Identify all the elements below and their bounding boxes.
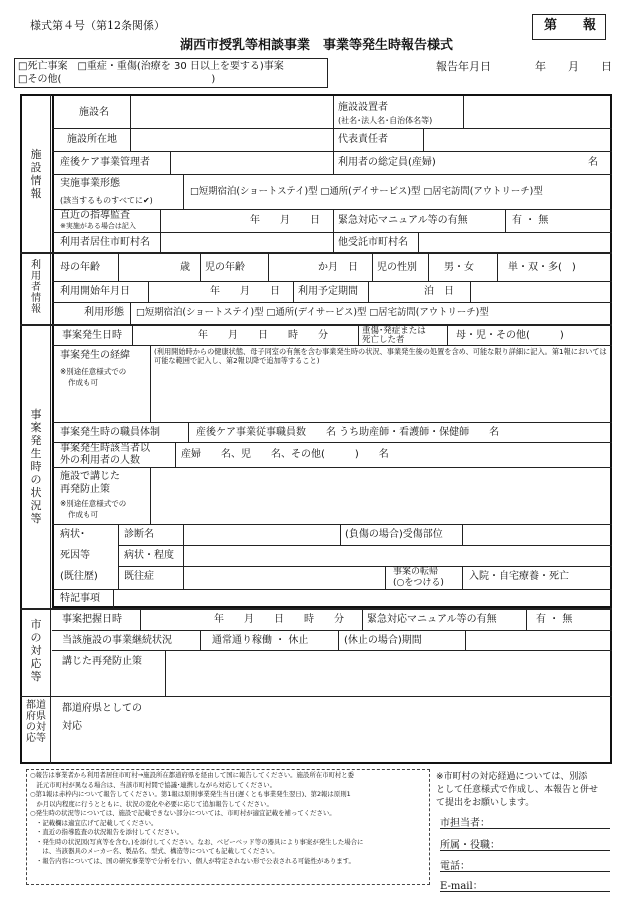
contact-note-3: て提出をお願いします。 bbox=[436, 798, 535, 808]
suspension-label: (休止の場合)期間 bbox=[344, 635, 422, 646]
staff-label: 事案発生時の職員体制 bbox=[60, 427, 160, 438]
event-type-line-2: □その他( ) bbox=[18, 74, 216, 85]
other-city-label: 他受託市町村名 bbox=[338, 237, 408, 248]
event-type-line-1: □死亡事案 □重症・重傷(治療を 30 日以上を要する)事案 bbox=[18, 61, 284, 72]
illness-label-1: 病状･ bbox=[60, 529, 85, 540]
manager-label: 産後ケア事業管理者 bbox=[60, 157, 150, 168]
contact-person-field[interactable] bbox=[440, 814, 610, 829]
section-prefecture-label: 都道府県の対応等 bbox=[26, 700, 46, 744]
process-note-1: ※別途任意様式での bbox=[60, 367, 127, 376]
grasp-date-value[interactable]: 年 月 日 時 分 bbox=[214, 614, 344, 625]
process-label: 事案発生の経緯 bbox=[60, 350, 130, 361]
outcome-label-2: (○をつける) bbox=[393, 578, 444, 588]
continuity-label: 当該施設の事業継続状況 bbox=[62, 635, 172, 646]
diagnosis-label: 診断名 bbox=[124, 529, 154, 540]
illness-label-2: 死因等 bbox=[60, 550, 90, 561]
victim-label-1: 重傷･発症または bbox=[362, 326, 426, 336]
establisher-label: 施設設置者 bbox=[338, 102, 388, 113]
report-date: 報告年月日 年 月 日 bbox=[436, 60, 612, 73]
contact-email-field[interactable] bbox=[440, 877, 610, 892]
victim-value[interactable]: 母・児・その他( ) bbox=[456, 330, 564, 341]
prefecture-label-2: 対応 bbox=[62, 721, 82, 732]
note-line: ・報告内容については、国の研究事業等で分析を行い、個人が特定されない形で公表される可能性があります。 bbox=[36, 856, 355, 865]
contact-phone-field[interactable] bbox=[440, 857, 610, 872]
facility-address-label: 施設所在地 bbox=[67, 134, 117, 145]
manual-value[interactable]: 有 ・ 無 bbox=[512, 215, 549, 226]
contact-phone-label: 電話： bbox=[440, 861, 470, 872]
others-label-1: 事案発生時該当者以 bbox=[60, 443, 150, 454]
city-manual-value[interactable]: 有 ・ 無 bbox=[536, 614, 573, 625]
mother-age-unit: 歳 bbox=[180, 262, 190, 273]
note-line: ○報告は事業者から利用者居住市町村→施設所在都道府県を経由して国に報告してください。施設所在市町村と委 bbox=[30, 771, 355, 779]
continuity-value[interactable]: 通常通り稼働 ・ 休止 bbox=[212, 635, 309, 646]
note-line: は、当該器具のメーカー名、製品名、型式、構造等についても記載してください。 bbox=[36, 847, 279, 855]
audit-label: 直近の指導監査 bbox=[60, 210, 130, 221]
contact-position-label: 所属・役職： bbox=[440, 840, 500, 851]
format-options[interactable]: □短期宿泊(ショートステイ)型 □通所(デイサービス)型 □居宅訪問(アウトリーチ)型 bbox=[190, 186, 543, 197]
prefecture-label-1: 都道府県としての bbox=[62, 703, 142, 714]
process-instruction: (利用開始時からの健康状態、母子同室の有無を含む事業発生時の状況、事業発生後の処置を含め、可能な限り詳細に記入。第1報においては可能な範囲で記入し、第2報以降で追加等すること) bbox=[154, 347, 607, 365]
total-users-label: 利用者の総定員(産婦) bbox=[338, 157, 436, 168]
incident-date-label: 事案発生日時 bbox=[62, 330, 122, 341]
planned-period-value[interactable]: 泊 日 bbox=[424, 286, 454, 297]
prevention-note-2: 作成も可 bbox=[68, 510, 98, 519]
note-line: ・直近の指導監査の状況報告を添付してください。 bbox=[36, 828, 183, 836]
injury-part-label: (負傷の場合)受傷部位 bbox=[345, 529, 443, 540]
section-city-label: 市の対応等 bbox=[30, 618, 42, 683]
form-number: 様式第４号（第12条関係） bbox=[30, 19, 165, 32]
grasp-date-label: 事案把握日時 bbox=[62, 614, 122, 625]
prevention-note-1: ※別途任意様式での bbox=[60, 499, 127, 508]
process-note-2: 作成も可 bbox=[68, 378, 98, 387]
city-prevention-label: 講じた再発防止策 bbox=[62, 656, 142, 667]
user-city-label: 利用者居住市町村名 bbox=[60, 237, 150, 248]
manual-label: 緊急対応マニュアル等の有無 bbox=[338, 215, 468, 226]
note-line: ○発生時の状況等については、施設で記載できない部分については、市町村が適宜記載を補ってください。 bbox=[30, 809, 336, 817]
form-title: 湖西市授乳等相談事業 事業等発生時報告様式 bbox=[180, 38, 454, 53]
usage-type-label: 利用形態 bbox=[84, 307, 124, 318]
start-date-value[interactable]: 年 月 日 bbox=[210, 286, 280, 297]
total-users-unit: 名 bbox=[588, 157, 598, 168]
staff-value[interactable]: 産後ケア事業従事職員数 名 うち助産師・看護師・保健師 名 bbox=[196, 427, 500, 438]
special-label: 特記事項 bbox=[60, 593, 100, 604]
note-line: ・発生時の状況図(写真等を含む。)を添付してください。なお、ベビーベッド等の器具により事案が発生した場合に bbox=[36, 837, 364, 846]
notes-list bbox=[30, 771, 430, 866]
audit-date[interactable]: 年 月 日 bbox=[250, 215, 320, 226]
child-age-label: 児の年齢 bbox=[205, 262, 245, 273]
representative-label: 代表責任者 bbox=[338, 134, 388, 145]
contact-position-field[interactable] bbox=[440, 836, 610, 851]
format-note: (該当するものすべてに✔) bbox=[60, 196, 153, 205]
note-line: 託元市町村が異なる場合は、当該市町村間で協議･連携しながら対応してください。 bbox=[30, 780, 277, 789]
severity-label: 病状・程度 bbox=[124, 550, 174, 561]
audit-note: ※実施がある場合は記入 bbox=[60, 222, 136, 230]
contact-person-label: 市担当者： bbox=[440, 818, 490, 829]
format-label: 実施事業形態 bbox=[60, 178, 120, 189]
history-label: 既往症 bbox=[124, 571, 154, 582]
incident-date-value[interactable]: 年 月 日 時 分 bbox=[198, 330, 328, 341]
section-facility-label: 施設情報 bbox=[30, 148, 42, 200]
child-age-unit: か月 日 bbox=[318, 262, 358, 273]
prevention-label-1: 施設で講じた bbox=[60, 471, 120, 482]
illness-label-3: (既往歴) bbox=[60, 571, 98, 582]
others-label-2: 外の利用者の人数 bbox=[60, 455, 140, 466]
others-value[interactable]: 産婦 名、児 名、その他( ) 名 bbox=[181, 449, 389, 460]
note-line: ・記載欄は適宜広げて記載してください。 bbox=[36, 818, 158, 827]
child-sex-label: 児の性別 bbox=[377, 262, 417, 273]
report-number-label: 第 報 bbox=[544, 18, 597, 33]
contact-email-label: E-mail： bbox=[440, 881, 483, 892]
start-date-label: 利用開始年月日 bbox=[60, 286, 130, 297]
section-user-label: 利用者情報 bbox=[31, 260, 41, 315]
note-line: か月以内程度に行うとともに、状況の変化や必要に応じて追加報告してください。 bbox=[30, 799, 273, 808]
victim-label-2: 死亡した者 bbox=[362, 335, 405, 345]
establisher-sublabel: (社名･法人名･自治体名等) bbox=[338, 116, 433, 125]
planned-period-label: 利用予定期間 bbox=[298, 286, 358, 297]
child-sex-value[interactable]: 男・女 bbox=[444, 262, 474, 273]
outcome-value[interactable]: 入院・自宅療養・死亡 bbox=[469, 571, 569, 582]
outcome-label-1: 事案の転帰 bbox=[393, 567, 439, 577]
mother-age-label: 母の年齢 bbox=[60, 262, 100, 273]
facility-name-label: 施設名 bbox=[79, 107, 109, 118]
birth-type-value[interactable]: 単・双・多( ) bbox=[508, 262, 576, 273]
contact-note-2: として任意様式で作成し、本報告と併せ bbox=[436, 785, 599, 795]
section-incident-label: 事案発生時の状況等 bbox=[30, 408, 42, 525]
city-manual-label: 緊急対応マニュアル等の有無 bbox=[367, 614, 497, 625]
contact-note-1: ※市町村の対応経過については、別添 bbox=[436, 772, 588, 782]
note-line: ○第1報は赤枠内について報告してください。第1報は原則事業発生当日(遅くとも事業発生翌日)、第2報は原則1 bbox=[30, 790, 351, 798]
usage-type-options[interactable]: □短期宿泊(ショートステイ)型 □通所(デイサービス)型 □居宅訪問(アウトリーチ)型 bbox=[136, 307, 489, 318]
prevention-label-2: 再発防止策 bbox=[60, 484, 110, 495]
